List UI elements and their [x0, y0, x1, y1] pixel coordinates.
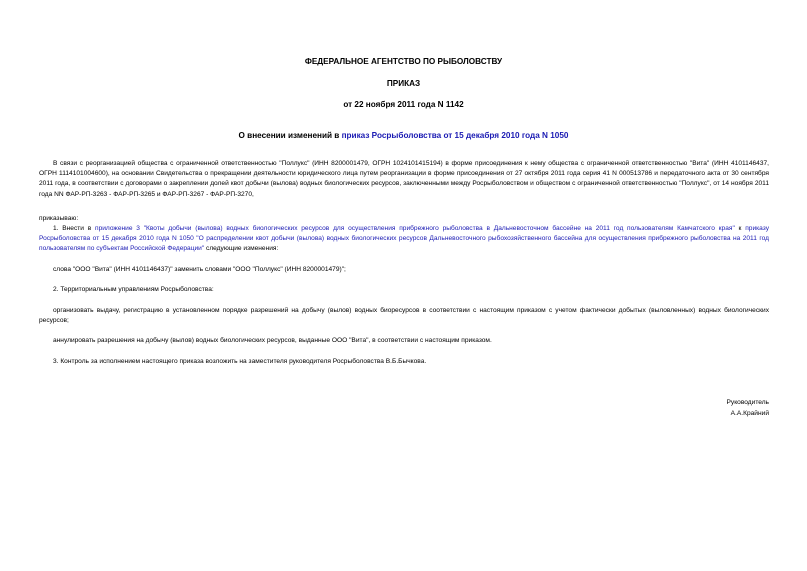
agency-heading: ФЕДЕРАЛЬНОЕ АГЕНТСТВО ПО РЫБОЛОВСТВУ: [304, 57, 503, 66]
order-word: приказываю:: [39, 215, 79, 222]
preamble-paragraph: В связи с реорганизацией общества с ограниченной ответственностью "Поллукс" (ИНН 8200001479, ОГРН 1024101415194) в форме присоединения к нему общества с ограниченной ответственностью "Вита" (ИНН 4101146437, ОГРН 1114101004600), на основании Свидетельства о прекращении деятельности юридического лица путем реорганизации в форме присоединения от 27 октября 2011 года серия 41 N 000513786 и передаточного акта от 30 сентября 2011 года, в соответствии с договорами о закреплении долей квот добычи (вылова) водных биологических ресурсов, заключенными между Росрыболовством и обществом с ограниченной ответственностью "Поллукс", от 14 ноября 2011 года NN ФАР-РП-3263 - ФАР-РП-3265 и ФАР-РП-3267 - ФАР-РП-3270,: [39, 160, 769, 198]
title-prefix: О внесении изменений в: [238, 131, 342, 140]
date-number-heading: от 22 ноября 2011 года N 1142: [343, 100, 464, 109]
item-2-paragraph: 2. Территориальным управлениям Росрыболовства:: [53, 286, 214, 293]
signature-name: А.А.Крайний: [730, 410, 769, 417]
item-1-mid: к: [734, 225, 746, 232]
item-1-tail: следующие изменения:: [204, 245, 279, 253]
item-3-paragraph: 3. Контроль за исполнением настоящего приказа возложить на заместителя руководителя Росрыболовства В.Б.Бычкова.: [53, 358, 427, 365]
signature-position: Руководитель: [726, 399, 769, 406]
item-1-lead: 1. Внести в: [53, 225, 95, 232]
item-2b-paragraph: аннулировать разрешения на добычу (вылов) водных биологических ресурсов, выданные ООО "Вита", в соответствии с настоящим приказом.: [53, 337, 492, 344]
item-1-change: слова "ООО "Вита" (ИНН 4101146437)" заменить словами "ООО "Поллукс" (ИНН 8200001479)";: [53, 266, 346, 273]
title-link[interactable]: приказ Росрыболовства от 15 декабря 2010 года N 1050: [341, 131, 569, 140]
item-2a-paragraph: организовать выдачу, регистрацию в установленном порядке разрешений на добычу (вылов) водных биоресурсов в соответствии с настоящим приказом с учетом фактически добытых (выловленных) водных биологических ресурсов;: [39, 307, 769, 325]
document-title: [0, 131, 807, 140]
doc-type-heading: ПРИКАЗ: [386, 79, 421, 88]
order-1050-link[interactable]: приказу Росрыболовства от 15 декабря 2010 года N 1050 "О распределении квот добычи (вылова) водных биологических ресурсов Дальневосточного рыбохозяйственного бассейна для осуществления прибрежного рыболовства на 2011 год пользователям по субъектам Российской Федерации": [39, 225, 769, 253]
item-1-paragraph: [39, 224, 769, 255]
appendix-3-link[interactable]: приложение 3 "Квоты добычи (вылова) водных биологических ресурсов для осуществления прибрежного рыболовства в Дальневосточном бассейне на 2011 год пользователям Камчатского края": [95, 225, 735, 232]
